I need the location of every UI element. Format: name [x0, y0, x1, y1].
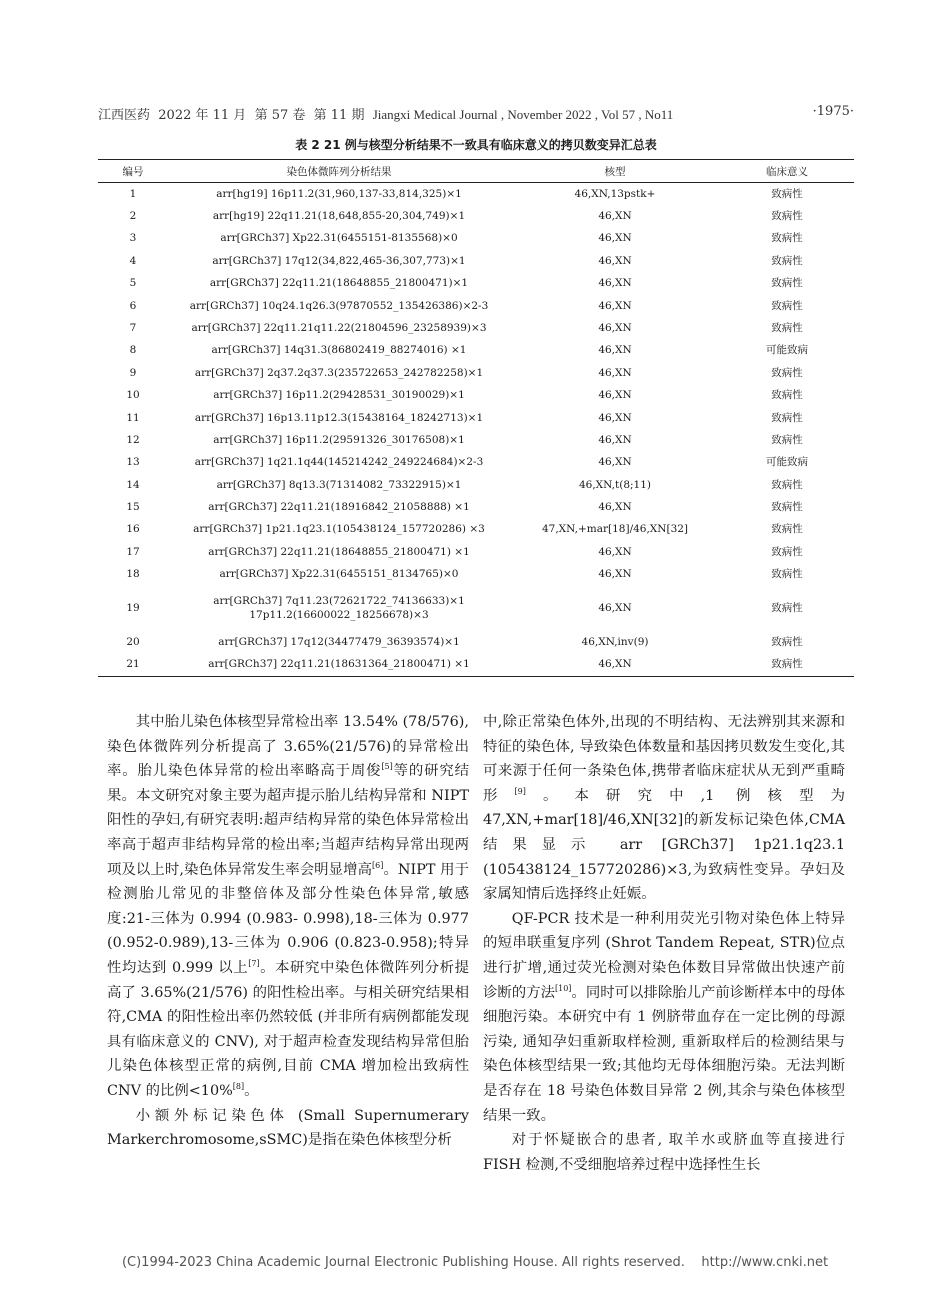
- table-row: [98, 586, 854, 631]
- journal-name-cn: 江西医药: [98, 108, 151, 123]
- row-significance: 致病性: [771, 321, 803, 334]
- row-id: 14: [126, 478, 140, 491]
- table-row: [98, 429, 854, 451]
- row-karyotype: 46,XN: [598, 456, 632, 469]
- row-karyotype: 46,XN: [598, 232, 632, 245]
- row-cma-result: arr[GRCh37] 10q24.1q26.3(97870552_135426386)×2-3: [189, 299, 489, 312]
- row-id: 4: [129, 254, 137, 267]
- row-karyotype: 46,XN: [598, 366, 632, 379]
- table-row: [98, 362, 854, 384]
- row-karyotype: 46,XN: [598, 568, 632, 581]
- journal-name-en: Jiangxi Medical Journal , November 2022 , Vol 57 , No11: [372, 107, 674, 122]
- table-row: [98, 295, 854, 317]
- row-id: 12: [126, 433, 140, 446]
- row-id: 20: [126, 635, 140, 648]
- row-karyotype: 47,XN,+mar[18]/46,XN[32]: [541, 523, 689, 536]
- paragraph: 小额外标记染色体 (Small Supernumerary Markerchromosome,sSMC)是指在染色体核型分析: [107, 1107, 469, 1149]
- row-cma-result: arr[GRCh37] Xp22.31(6455151_8134765)×0: [219, 568, 459, 581]
- table-row: [98, 385, 854, 407]
- results-table: [98, 159, 854, 677]
- citation: [10]: [555, 983, 572, 993]
- row-karyotype: 46,XN: [598, 277, 632, 290]
- footer-url[interactable]: http://www.cnki.net: [701, 1255, 829, 1270]
- row-cma-result: arr[hg19] 16p11.2(31,960,137-33,814,325)×1: [216, 187, 462, 200]
- row-id: 8: [129, 344, 137, 357]
- row-significance: 致病性: [771, 601, 803, 614]
- row-cma-result: arr[GRCh37] 22q11.21q11.22(21804596_23258939)×3: [191, 321, 487, 334]
- citation: [5]: [381, 762, 393, 772]
- row-significance: 可能致病: [766, 344, 808, 357]
- row-karyotype: 46,XN,t(8;11): [578, 478, 652, 491]
- copyright-footer: [0, 1255, 950, 1270]
- row-cma-result: arr[GRCh37] 16p13.11p12.3(15438164_18242713)×1: [194, 411, 484, 424]
- row-cma-result: [168, 586, 510, 631]
- row-karyotype: 46,XN: [598, 210, 632, 223]
- table-row: [98, 250, 854, 272]
- row-significance: 致病性: [771, 568, 803, 581]
- col-header-significance: 临床意义: [720, 160, 854, 183]
- issue: 第 11 期: [313, 108, 365, 123]
- row-significance: 致病性: [771, 254, 803, 267]
- row-cma-result: arr[GRCh37] 22q11.21(18648855_21800471)×1: [209, 277, 469, 290]
- citation: [7]: [248, 959, 260, 969]
- table-row: [98, 564, 854, 586]
- row-karyotype: 46,XN: [598, 389, 632, 402]
- row-cma-result: arr[GRCh37] 17q12(34477479_36393574)×1: [218, 635, 460, 648]
- row-karyotype: 46,XN: [598, 501, 632, 514]
- table-row: [98, 273, 854, 295]
- col-header-karyotype: 核型: [510, 160, 720, 183]
- row-id: 9: [129, 366, 137, 379]
- table-row: [98, 228, 854, 250]
- col-header-id: 编号: [98, 160, 168, 183]
- row-karyotype: 46,XN: [598, 411, 632, 424]
- row-cma-result: arr[GRCh37] 14q31.3(86802419_88274016) ×1: [211, 344, 467, 357]
- row-cma-result: arr[GRCh37] 22q11.21(18916842_21058888) ×1: [208, 501, 470, 514]
- issue-date: 2022 年 11 月: [158, 108, 247, 123]
- table-row: [98, 205, 854, 227]
- row-significance: 致病性: [771, 389, 803, 402]
- row-significance: 致病性: [771, 635, 803, 648]
- paragraph: 中,除正常染色体外,出现的不明结构、无法辨别其来源和特征的染色体, 导致染色体数量和基因拷贝数发生变化,其可来源于任何一条染色体,携带者临床症状从无到严重畸形[9]。本研究中,1 例核型为 47,XN,+mar[18]/46,XN[32]的新发标记染色体,CMA 结果显示 arr [GRCh37] 1p21.1q23.1 (105438124_157720286)×3,为致病性变异。孕妇及家属知情后选择终止妊娠。: [483, 714, 845, 903]
- row-id: 16: [126, 523, 140, 536]
- paragraph: 对于怀疑嵌合的患者, 取羊水或脐血等直接进行 FISH 检测,不受细胞培养过程中选择性生长: [483, 1132, 845, 1173]
- table-row: [98, 631, 854, 653]
- table-row: [98, 340, 854, 362]
- row-id: 19: [126, 601, 140, 614]
- row-cma-result: arr[GRCh37] 17q12(34,822,465-36,307,773)×1: [212, 254, 466, 267]
- table-title: 表 2 21 例与核型分析结果不一致具有临床意义的拷贝数变异汇总表: [295, 138, 657, 152]
- body-column-right: [483, 710, 845, 1177]
- header-left: [98, 104, 673, 123]
- row-significance: 致病性: [771, 411, 803, 424]
- row-significance: 致病性: [771, 545, 803, 558]
- row-karyotype: 46,XN: [598, 601, 632, 614]
- row-cma-result: arr[GRCh37] 1p21.1q23.1(105438124_157720286) ×3: [193, 523, 485, 536]
- citation: [6]: [372, 860, 384, 870]
- table-row: [98, 519, 854, 541]
- volume: 第 57 卷: [254, 108, 306, 123]
- citation: [9]: [514, 786, 526, 796]
- paragraph: QF-PCR 技术是一种利用荧光引物对染色体上特异的短串联重复序列 (Shrot Tandem Repeat, STR)位点进行扩增,通过荧光检测对染色体数目异常做出快速产前诊断的方法[10]。同时可以排除胎儿产前诊断样本中的母体细胞污染。本研究中有 1 例脐带血存在一定比例的母源污染, 通知孕妇重新取样检测, 重新取样后的检测结果与染色体核型结果一致;其他均无母体细胞污染。无法判断是否存在 18 号染色体数目异常 2 例,其余与染色体核型结果一致。: [483, 910, 845, 1124]
- row-karyotype: 46,XN: [598, 433, 632, 446]
- row-id: 3: [129, 232, 137, 245]
- row-id: 10: [126, 389, 140, 402]
- row-significance: 致病性: [771, 433, 803, 446]
- row-cma-result: arr[GRCh37] 8q13.3(71314082_73322915)×1: [216, 478, 462, 491]
- row-cma-result: arr[hg19] 22q11.21(18,648,855-20,304,749)×1: [212, 210, 466, 223]
- row-significance: 致病性: [771, 232, 803, 245]
- row-cma-line: arr[GRCh37] 7q11.23(72621722_74136633)×1: [213, 595, 465, 608]
- row-id: 6: [129, 299, 137, 312]
- row-cma-line: 17p11.2(16600022_18256678)×3: [249, 608, 429, 621]
- table-row: [98, 407, 854, 429]
- row-significance: 致病性: [771, 523, 803, 536]
- citation: [8]: [232, 1082, 245, 1092]
- row-karyotype: 46,XN: [598, 321, 632, 334]
- table-row: [98, 496, 854, 518]
- row-id: 2: [129, 210, 137, 223]
- row-significance: 致病性: [771, 478, 803, 491]
- row-significance: 致病性: [771, 277, 803, 290]
- row-cma-result: arr[GRCh37] 2q37.2q37.3(235722653_242782258)×1: [194, 366, 484, 379]
- row-id: 17: [126, 545, 140, 558]
- row-significance: 致病性: [771, 501, 803, 514]
- table-row: [98, 317, 854, 339]
- row-karyotype: 46,XN: [598, 254, 632, 267]
- row-cma-result: arr[GRCh37] 1q21.1q44(145214242_249224684)×2-3: [194, 456, 484, 469]
- col-header-cma: 染色体微阵列分析结果: [168, 160, 510, 183]
- row-id: 15: [126, 501, 140, 514]
- row-id: 1: [129, 187, 137, 200]
- row-karyotype: 46,XN: [598, 545, 632, 558]
- row-significance: 致病性: [771, 299, 803, 312]
- row-cma-result: arr[GRCh37] Xp22.31(6455151-8135568)×0: [220, 232, 458, 245]
- body-column-left: [107, 710, 469, 1153]
- table-row: [98, 452, 854, 474]
- row-karyotype: 46,XN,inv(9): [581, 635, 649, 648]
- row-id: 18: [126, 568, 140, 581]
- row-karyotype: 46,XN,13pstk+: [574, 187, 656, 200]
- row-id: 7: [129, 321, 137, 334]
- row-id: 21: [98, 653, 168, 676]
- row-significance: 致病性: [771, 187, 803, 200]
- table-row: [98, 474, 854, 496]
- row-cma-result: arr[GRCh37] 22q11.21(18631364_21800471) ×1: [168, 653, 510, 676]
- row-significance: 致病性: [771, 366, 803, 379]
- table-row: [98, 183, 854, 206]
- row-significance: 致病性: [771, 210, 803, 223]
- row-karyotype: 46,XN: [598, 344, 632, 357]
- row-cma-result: arr[GRCh37] 22q11.21(18648855_21800471) ×1: [208, 545, 470, 558]
- row-karyotype: 46,XN: [510, 653, 720, 676]
- row-cma-result: arr[GRCh37] 16p11.2(29591326_30176508)×1: [213, 433, 465, 446]
- running-header: [98, 104, 854, 126]
- table-row: [98, 541, 854, 563]
- row-id: 11: [126, 411, 140, 424]
- row-id: 13: [126, 456, 140, 469]
- row-karyotype: 46,XN: [598, 299, 632, 312]
- row-significance: 可能致病: [766, 456, 808, 469]
- row-cma-result: arr[GRCh37] 16p11.2(29428531_30190029)×1: [213, 389, 465, 402]
- table-row: [98, 653, 854, 676]
- row-significance: 致病性: [720, 653, 854, 676]
- paragraph: 其中胎儿染色体核型异常检出率 13.54% (78/576),染色体微阵列分析提高了 3.65%(21/576)的异常检出率。胎儿染色体异常的检出率略高于周俊[5]等的研究结果。本文研究对象主要为超声提示胎儿结构异常和 NIPT 阳性的孕妇,有研究表明:超声结构异常的染色体异常检出率高于超声非结构异常的检出率;当超声结构异常出现两项及以上时,染色体异常发生率会明显增高[6]。NIPT 用于检测胎儿常见的非整倍体及部分性染色体异常,敏感度:21-三体为 0.994 (0.983- 0.998),18-三体为 0.977 (0.952-0.989),13-三体为 0.906 (0.823-0.958);特异性均达到 0.999 以上[7]。本研究中染色体微阵列分析提高了 3.65%(21/576) 的阳性检出率。与相关研究结果相符,CMA 的阳性检出率仍然较低 (并非所有病例都能发现具有临床意义的 CNV), 对于超声检查发现结构异常但胎儿染色体核型正常的病例,目前 CMA 增加检出致病性 CNV 的比例<10%[8]。: [107, 714, 469, 1099]
- row-id: 5: [129, 277, 137, 290]
- page-number: ·1975·: [812, 104, 854, 119]
- table-header-row: [98, 160, 854, 183]
- copyright-text: (C)1994-2023 China Academic Journal Electronic Publishing House. All rights reserved.: [121, 1255, 685, 1270]
